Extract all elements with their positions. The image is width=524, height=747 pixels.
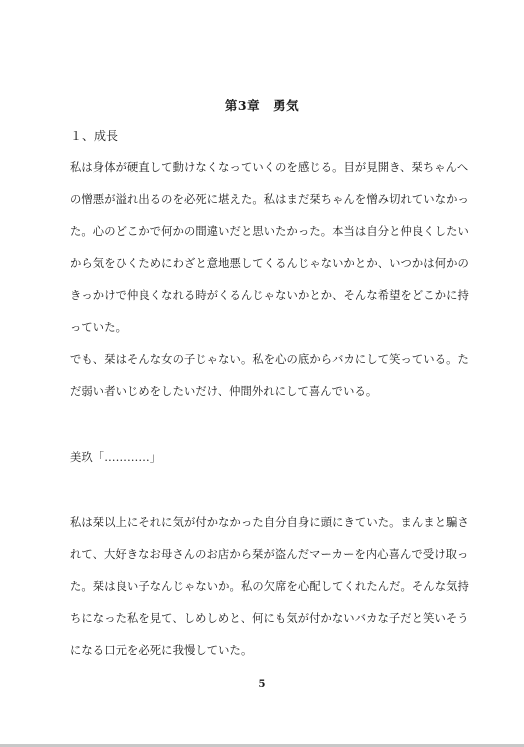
section-heading: １、成長	[70, 129, 119, 143]
text-line: 私は身体が硬直して動けなくなっていくのを感じる。目が見開き、栞ちゃんへ	[70, 161, 469, 174]
paragraph-1	[70, 152, 469, 408]
text-line: た。栞は良い子なんじゃないか。私の欠席を心配してくれたんだ。そんな気持	[70, 580, 469, 593]
text-line: の憎悪が溢れ出るのを必死に堪えた。私はまだ栞ちゃんを憎み切れていなかっ	[70, 193, 469, 206]
chapter-title: 第3章 勇気	[224, 98, 300, 113]
text-line: から気をひくためにわざと意地悪してくるんじゃないかとか、いつかは何かの	[70, 257, 469, 270]
text-line: 美玖「…………」	[70, 451, 162, 464]
text-line: っていた。	[70, 321, 127, 334]
text-line: だ弱い者いじめをしたいだけ、仲間外れにして喜んでいる。	[70, 385, 378, 398]
paragraph-3	[70, 507, 469, 667]
text-line: でも、栞はそんな女の子じゃない。私を心の底からバカにして笑っている。た	[70, 353, 469, 366]
dialogue-line	[70, 442, 460, 474]
text-line: ちになった私を見て、しめしめと、何にも気が付かないバカな子だと笑いそう	[70, 612, 469, 625]
text-line: た。心のどこかで何かの間違いだと思いたかった。本当は自分と仲良くしたい	[70, 225, 469, 238]
text-line: 私は栞以上にそれに気が付かなかった自分自身に頭にきていた。まんまと騙さ	[70, 516, 469, 529]
text-line: きっかけで仲良くなれる時がくるんじゃないかとか、そんな希望をどこかに持	[70, 289, 469, 302]
text-line: れて、大好きなお母さんのお店から栞が盗んだマーカーを内心喜んで受け取っ	[70, 548, 469, 561]
page-number: 5	[258, 679, 266, 690]
text-line: になる口元を必死に我慢していた。	[70, 644, 253, 657]
